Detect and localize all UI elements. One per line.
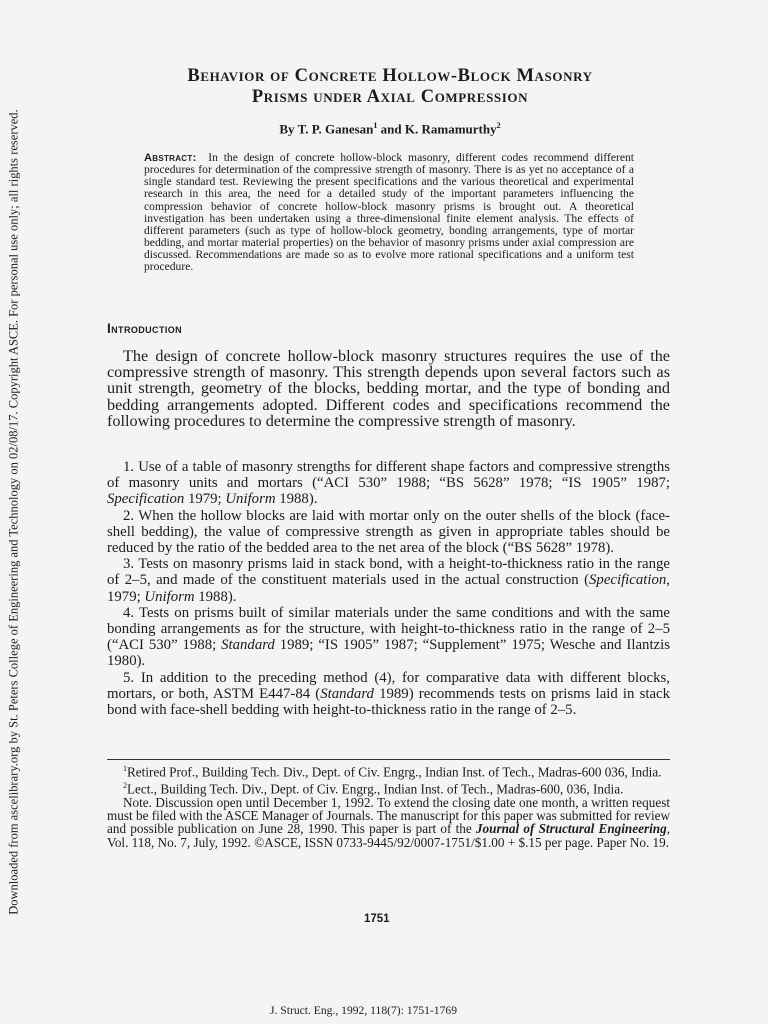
intro-paragraph: The design of concrete hollow-block masonry structures requires the use of the compressive strength of masonry. This strength depends upon several factors such as unit strength, geometry of the blocks, bedding mortar, and the type of bonding and bedding arrangements adopted. Different codes and specifications recommend the following procedures to determine the compressive strength of masonry.: [107, 347, 670, 430]
author-conjunction: and: [377, 121, 405, 137]
item-text: 3. Tests on masonry prisms laid in stack bond, with a height-to-thickness ratio in the range of 2–5, and made of the constituent materials used in the actual construction (: [107, 556, 670, 589]
footnote-divider: [107, 759, 670, 760]
author-prefix: By: [279, 121, 298, 137]
abstract: [144, 152, 634, 274]
item-text: 1988).: [194, 588, 237, 605]
author-1-mark: 1: [373, 121, 378, 130]
item-ref-italic: Standard: [320, 685, 374, 702]
footnote-1-text: Retired Prof., Building Tech. Div., Dept. of Civ. Engrg., Indian Inst. of Tech., Madras-600 036, India.: [127, 764, 662, 780]
download-notice-text: Downloaded from ascelibrary.org by St. Peters College of Engineering and Technology on 02/08/17. Copyright ASCE. For personal use only; all rights reserved.: [6, 109, 21, 915]
item-text: 1. Use of a table of masonry strengths for different shape factors and compressive strengths of masonry units and mortars (“ACI 530” 1988; “BS 5628” 1978; “IS 1905” 1987;: [107, 459, 670, 492]
item-ref-italic: Specification: [589, 572, 667, 589]
abstract-text: In the design of concrete hollow-block masonry, different codes recommend different procedures for determination of the compressive strength of masonry. There is as yet no acceptance of a single standard test. Reviewing the present specifications and the various theoretical and experimental research in this area, the need for a detailed study of the important parameters influencing the compression behavior of concrete hollow-block masonry prisms is brought out. A theoretical investigation has been undertaken using a three-dimensional finite element analysis. The effects of different parameters (such as type of hollow-block geometry, bonding arrangements, type of mortar bedding, and mortar material properties) on the behavior of masonry prisms under axial compression are discussed. Recommendations are made so as to evolve more rational specifications and a uniform test procedure.: [144, 151, 634, 274]
list-item: [107, 670, 670, 719]
discussion-note: [107, 796, 670, 850]
item-text: 4. Tests on prisms built of similar materials under the same conditions and with the same bonding arrangements as for the structure, with height-to-thickness ratio in the range of 2–5 (“ACI 530” 1988;: [107, 604, 670, 654]
item-ref-italic: Standard: [221, 637, 275, 654]
item-ref-italic: Uniform: [225, 491, 276, 508]
list-item: [107, 508, 670, 557]
author-2-mark: 2: [496, 121, 501, 130]
title-line-2: Prisms under Axial Compression: [251, 87, 529, 107]
citation-footer: J. Struct. Eng., 1992, 118(7): 1751-1769: [270, 1004, 457, 1017]
footnote-1: [107, 762, 670, 779]
footnotes: [107, 762, 670, 849]
item-text: , 1979;: [107, 572, 670, 605]
footnote-2: [107, 779, 670, 796]
abstract-label: Abstract:: [144, 152, 197, 164]
author-1: T. P. Ganesan: [297, 121, 374, 137]
section-heading-introduction: Introduction: [107, 321, 183, 336]
list-item: [107, 459, 670, 508]
item-text: 2. When the hollow blocks are laid with mortar only on the outer shells of the block (face-shell bedding), the value of compressive strength as given in appropriate tables should be reduced by the ratio of the bedded area to the net area of the block (“BS 5628” 1978).: [107, 507, 670, 557]
item-text: 1979;: [184, 491, 226, 508]
note-text: , Vol. 118, No. 7, July, 1992. ©ASCE, ISSN 0733-9445/92/0007-1751/$1.00 + $.15 per page. Paper No. 19.: [107, 821, 670, 850]
list-item: [107, 605, 670, 670]
procedure-list: [107, 459, 670, 718]
item-text: 1988).: [275, 491, 318, 508]
author-2: K. Ramamurthy: [404, 121, 497, 137]
item-ref-italic: Uniform: [144, 588, 195, 605]
note-text: Note. Discussion open until December 1, 1992. To extend the closing date one month, a written request must be filed with the ASCE Manager of Journals. The manuscript for this paper was submitted for review and possible publication on June 28, 1990. This paper is part of the: [107, 794, 670, 837]
footnote-2-text: Lect., Building Tech. Div., Dept. of Civ. Engrg., Indian Inst. of Tech., Madras-600, 036, India.: [127, 781, 624, 797]
footnote-2-mark: 2: [123, 780, 127, 790]
item-text: 1989) recommends tests on prisms laid in stack bond with face-shell bedding with height-to-thickness ratio in the range of 2–5.: [107, 685, 671, 719]
journal-name: Journal of Structural Engineering: [475, 821, 667, 837]
item-text: 1989; “IS 1905” 1987; “Supplement” 1975; Wesche and Ilantzis 1980).: [107, 637, 670, 670]
item-text: 5. In addition to the preceding method (4), for comparative data with different blocks, mortars, or both, ASTM E447-84 (: [107, 669, 670, 702]
title-line-1: Behavior of Concrete Hollow-Block Masonry: [187, 66, 593, 86]
author-line: [100, 121, 680, 137]
list-item: [107, 556, 670, 605]
footnote-1-mark: 1: [123, 764, 127, 773]
page-number: 1751: [364, 913, 390, 925]
item-ref-italic: Specification: [107, 491, 185, 508]
